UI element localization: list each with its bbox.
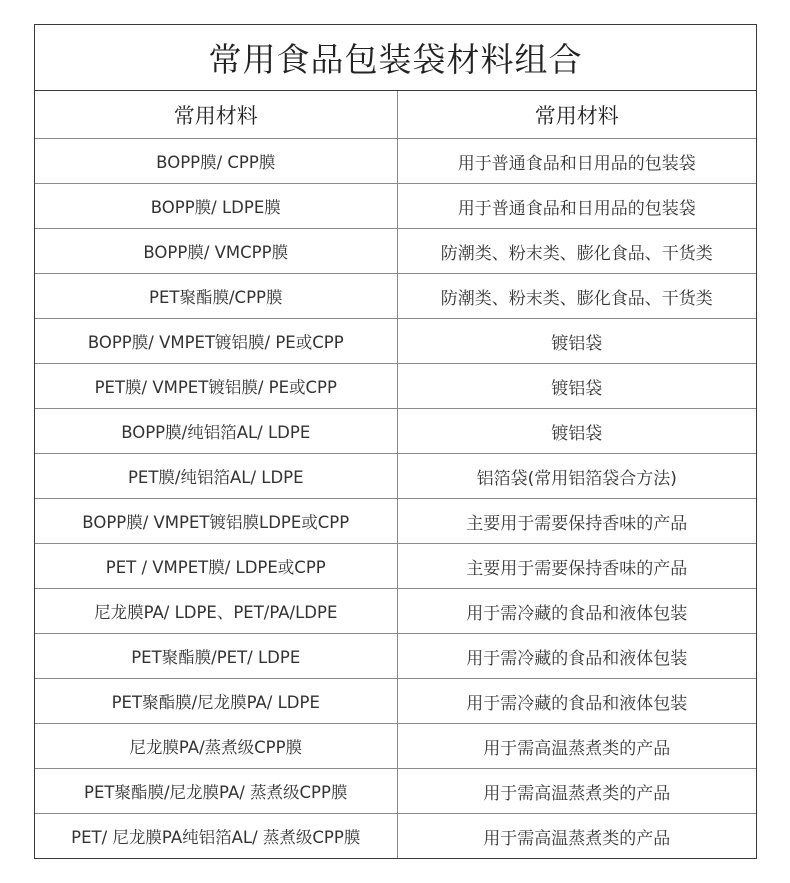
usage-cell: 用于需冷藏的食品和液体包装 xyxy=(397,634,756,679)
material-cell: PET膜/纯铝箔AL/ LDPE xyxy=(35,454,397,499)
table-title: 常用食品包装袋材料组合 xyxy=(35,25,756,91)
material-cell: BOPP膜/ LDPE膜 xyxy=(35,184,397,229)
material-cell: 尼龙膜PA/ LDPE、PET/PA/LDPE xyxy=(35,589,397,634)
header-material: 常用材料 xyxy=(173,103,258,128)
usage-cell: 主要用于需要保持香味的产品 xyxy=(397,544,756,589)
table-row xyxy=(35,139,756,184)
table-row xyxy=(35,184,756,229)
material-cell: PET / VMPET膜/ LDPE或CPP xyxy=(35,544,397,589)
table-row xyxy=(35,409,756,454)
material-cell: PET聚酯膜/PET/ LDPE xyxy=(35,634,397,679)
material-cell: BOPP膜/ VMPET镀铝膜/ PE或CPP xyxy=(35,319,397,364)
material-cell: PET聚酯膜/尼龙膜PA/ 蒸煮级CPP膜 xyxy=(35,769,397,814)
materials-table xyxy=(35,91,756,858)
material-cell: BOPP膜/纯铝箔AL/ LDPE xyxy=(35,409,397,454)
table-row xyxy=(35,634,756,679)
usage-cell: 铝箔袋(常用铝箔袋合方法) xyxy=(397,454,756,499)
header-row xyxy=(35,91,756,139)
material-cell: PET/ 尼龙膜PA纯铝箔AL/ 蒸煮级CPP膜 xyxy=(35,814,397,859)
material-cell: 尼龙膜PA/蒸煮级CPP膜 xyxy=(35,724,397,769)
usage-cell: 镀铝袋 xyxy=(397,319,756,364)
table-row xyxy=(35,319,756,364)
material-cell: BOPP膜/ VMCPP膜 xyxy=(35,229,397,274)
material-cell: PET膜/ VMPET镀铝膜/ PE或CPP xyxy=(35,364,397,409)
usage-cell: 用于需冷藏的食品和液体包装 xyxy=(397,589,756,634)
usage-cell: 防潮类、粉末类、膨化食品、干货类 xyxy=(397,229,756,274)
material-cell: PET聚酯膜/CPP膜 xyxy=(35,274,397,319)
table-row xyxy=(35,499,756,544)
table-row xyxy=(35,229,756,274)
usage-cell: 防潮类、粉末类、膨化食品、干货类 xyxy=(397,274,756,319)
usage-cell: 用于需高温蒸煮类的产品 xyxy=(397,814,756,859)
usage-cell: 主要用于需要保持香味的产品 xyxy=(397,499,756,544)
material-cell: BOPP膜/ CPP膜 xyxy=(35,139,397,184)
table-row xyxy=(35,274,756,319)
table-row xyxy=(35,364,756,409)
usage-cell: 用于需高温蒸煮类的产品 xyxy=(397,769,756,814)
table-row xyxy=(35,769,756,814)
table-row xyxy=(35,724,756,769)
usage-cell: 用于需冷藏的食品和液体包装 xyxy=(397,679,756,724)
table-row xyxy=(35,679,756,724)
table-row xyxy=(35,814,756,859)
material-cell: PET聚酯膜/尼龙膜PA/ LDPE xyxy=(35,679,397,724)
material-cell: BOPP膜/ VMPET镀铝膜LDPE或CPP xyxy=(35,499,397,544)
table-row xyxy=(35,589,756,634)
usage-cell: 用于需高温蒸煮类的产品 xyxy=(397,724,756,769)
usage-cell: 镀铝袋 xyxy=(397,364,756,409)
table-row xyxy=(35,454,756,499)
usage-cell: 镀铝袋 xyxy=(397,409,756,454)
header-usage: 常用材料 xyxy=(397,91,756,139)
usage-cell: 用于普通食品和日用品的包装袋 xyxy=(397,184,756,229)
usage-cell: 用于普通食品和日用品的包装袋 xyxy=(397,139,756,184)
table-row xyxy=(35,544,756,589)
materials-table-card xyxy=(34,24,757,859)
